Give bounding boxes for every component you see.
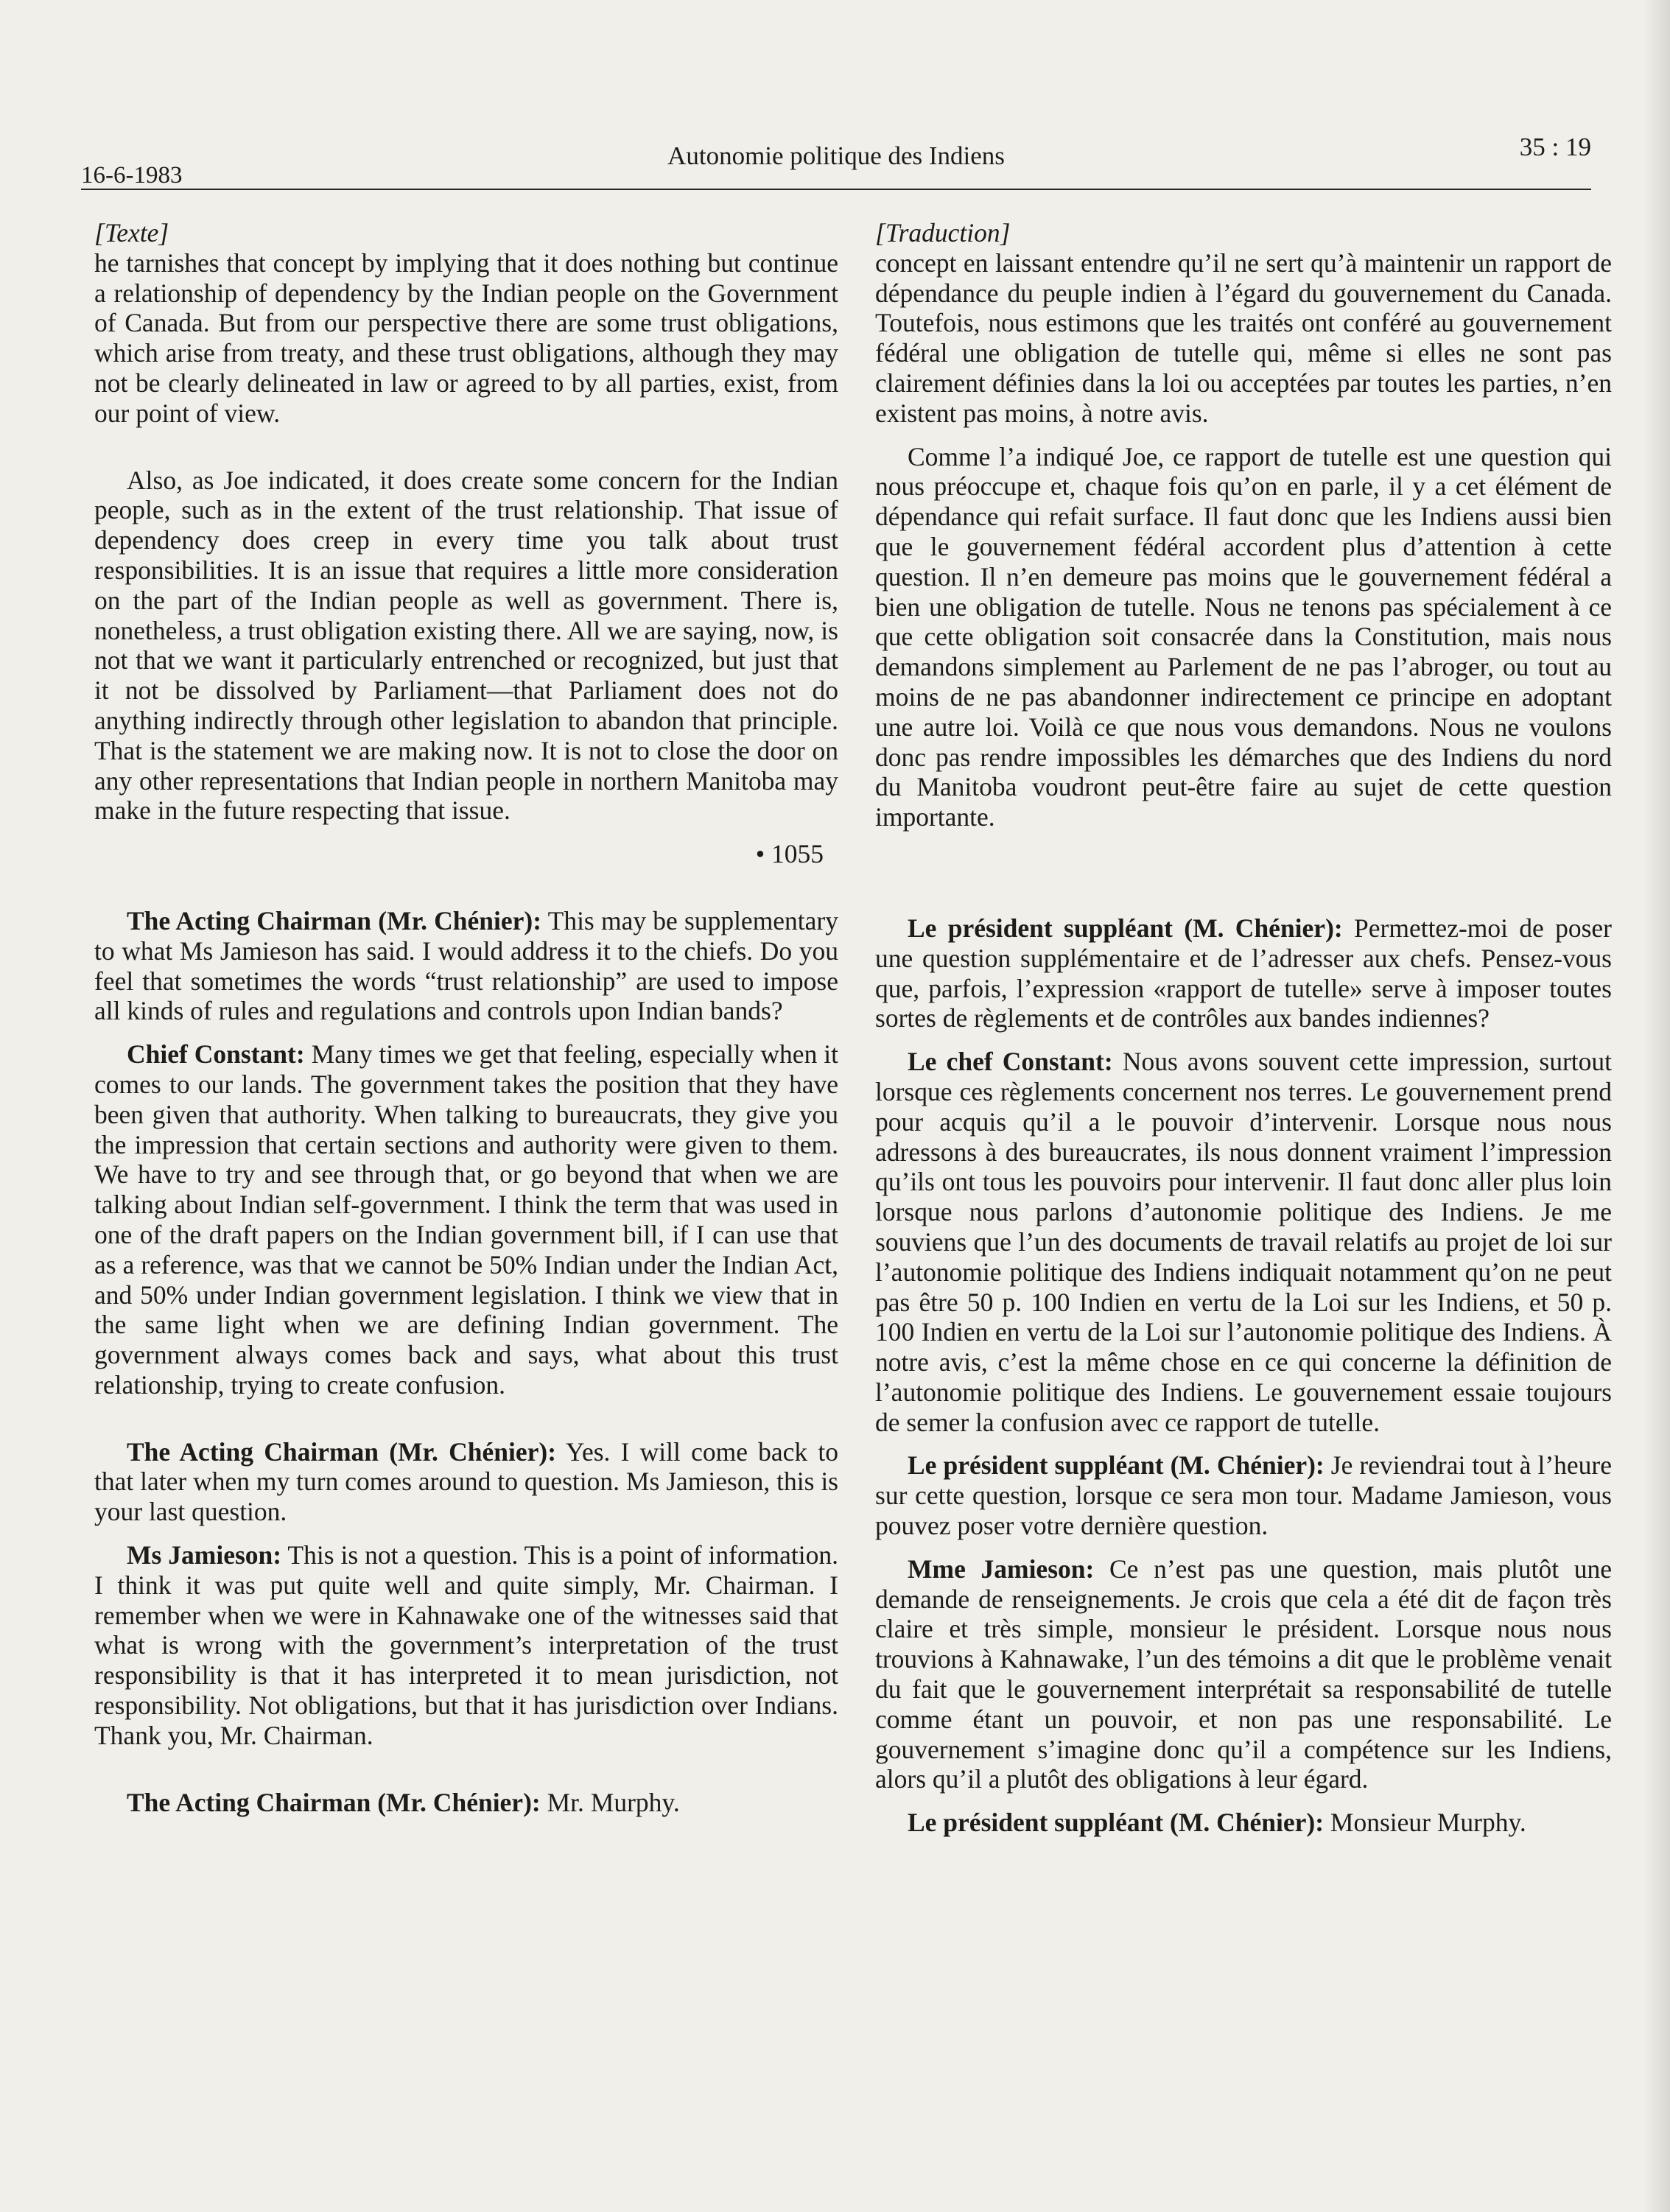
speech-text: Yes. I will come back to that later when my turn comes around to question. Ms Jamieson, this is your last question. [94,1436,838,1527]
time-marker: • 1055 [755,839,824,869]
speaker-name: Chief Constant: [127,1039,305,1070]
speech-text: This is not a question. This is a point of information. I think it was put quite well and quite simply, Mr. Chairman. I remember when we were in Kahnawake one of the witnesses said that what is wrong with the government’s interpretation of the trust responsibility is that it has interpreted it to mean jurisdiction, not responsibility. Not obligations, but that it has jurisdiction over Indians. Thank you, Mr. Chairman. [94,1540,838,1750]
header-date: 16-6-1983 [81,162,183,189]
speaker-name: Ms Jamieson: [127,1540,282,1570]
speech [94,1437,838,1527]
speech [94,1039,838,1400]
speech [94,906,838,1026]
header-rule [81,189,1591,190]
page-edge-shadow [1643,0,1670,2212]
header-title: Autonomie politique des Indiens [667,141,1005,170]
speech-text: This may be supplementary to what Ms Jamieson has said. I would address it to the chiefs. Do you feel that sometimes the words “trust relationship” are used to impose all kinds of rules and regulations and controls upon Indian bands? [94,905,838,1026]
speech-text: Monsieur Murphy. [1324,1808,1526,1838]
speaker-name: The Acting Chairman (Mr. Chénier): [127,905,542,935]
english-column [94,218,838,1830]
speech [875,1554,1612,1794]
column-tag-traduction: [Traduction] [875,218,1011,247]
speech-text: Many times we get that feeling, especially when it comes to our lands. The government takes the position that they have been given that authority. When talking to bureaucrats, they give you the impression that certain sections and authority were given to them. We have to try and see through that, or go beyond that when we are talking about Indian self-government. I think the term that was used in one of the draft papers on the Indian government bill, if I can use that as a reference, was that we cannot be 50% Indian under the Indian Act, and 50% under Indian government legislation. I think we view that in the same light when we are defining Indian government. The government always comes back and says, what about this trust relationship, trying to create confusion. [94,1039,838,1400]
speech-text: Ce n’est pas une question, mais plutôt une demande de renseignements. Je crois que cela a été dit de façon très claire et très simple, monsieur le président. Lorsque nous nous trouvions à Kahnawake, l’un des témoins a dit que le problème venait du fait que le gouvernement interprétait sa responsabilité de tutelle comme étant un pouvoir, et non pas une responsabilité. Le gouvernement s’imagine donc qu’il a compétence sur les Indiens, alors qu’il a plutôt des obligations à leur égard. [875,1553,1612,1794]
speaker-name: Le président suppléant (M. Chénier): [908,1808,1325,1838]
speech-text: Mr. Murphy. [540,1787,680,1817]
speech [94,1540,838,1751]
speech [94,1788,838,1818]
speech [875,1808,1612,1838]
speaker-name: Le chef Constant: [908,1047,1113,1077]
speech-text: Permettez-moi de poser une question supplémentaire et de l’adresser aux chefs. Pensez-vous que, parfois, l’expression «rapport de tutelle» serve à imposer toutes sortes de règlements et de contrôles aux bandes indiennes? [875,913,1612,1033]
paragraph: concept en laissant entendre qu’il ne sert qu’à maintenir un rapport de dépendance du peuple indien à l’égard du gouvernement du Canada. Toutefois, nous estimons que les traités ont conféré au gouvernement fédéral une obligation de tutelle qui, même si elles ne sont pas clairement définies dans la loi ou acceptées par toutes les parties, n’en existent pas moins, à notre avis. [875,247,1612,428]
paragraph: Also, as Joe indicated, it does create some concern for the Indian people, such as in the extent of the trust relationship. That issue of dependency does creep in every time you talk about trust responsibilities. It is an issue that requires a little more consideration on the part of the Indian people as well as government. There is, nonetheless, a trust obligation existing there. All we are saying, now, is not that we want it particularly entrenched or recognized, but just that it not be dissolved by Parliament—that Parliament does not do anything indirectly through other legislation to abandon that principle. That is the statement we are making now. It is not to close the door on any other representations that Indian people in northern Manitoba may make in the future respecting that issue. [94,465,838,826]
speaker-name: Le président suppléant (M. Chénier): [908,913,1343,943]
paragraph: Comme l’a indiqué Joe, ce rapport de tutelle est une question qui nous préoccupe et, chaque fois qu’on en parle, il y a cet élément de dépendance qui refait surface. Il faut donc que les Indiens aussi bien que le gouvernement fédéral accordent plus d’attention à cette question. Il n’en demeure pas moins que le gouvernement fédéral a bien une obligation de tutelle. Nous ne tenons pas spécialement à ce que cette obligation soit consacrée dans la Constitution, mais nous demandons simplement au Parlement de ne pas l’abroger, ou tout au moins de ne pas abandonner indirectement ce principe en adoptant une autre loi. Voilà ce que nous vous demandons. Nous ne voulons donc pas rendre impossibles les démarches que des Indiens du nord du Manitoba voudront peut-être faire au sujet de cette question importante. [875,441,1612,832]
speaker-name: The Acting Chairman (Mr. Chénier): [127,1436,557,1467]
speaker-name: Le président suppléant (M. Chénier): [908,1450,1325,1481]
speech [875,1047,1612,1437]
speaker-name: The Acting Chairman (Mr. Chénier): [127,1787,541,1817]
page-header [81,133,1591,192]
speech [875,1450,1612,1540]
speech-text: Je reviendrai tout à l’heure sur cette question, lorsque ce sera mon tour. Madame Jamieson, vous pouvez poser votre dernière question. [875,1450,1612,1541]
speech [875,913,1612,1033]
column-tag-texte: [Texte] [94,218,169,247]
speaker-name: Mme Jamieson: [908,1553,1095,1584]
header-page-number: 35 : 19 [1519,133,1591,161]
french-column [875,218,1612,1851]
speech-text: Nous avons souvent cette impression, surtout lorsque ces règlements concernent nos terres. Le gouvernement prend pour acquis qu’il a le pouvoir d’intervenir. Lorsque nous nous adressons à des bureaucrates, ils nous donnent vraiment l’impression qu’ils ont tous les pouvoirs pour intervenir. Il faut donc aller plus loin lorsque nous parlons d’autonomie politique des Indiens. Je me souviens que l’un des documents de travail relatifs au projet de loi sur l’autonomie politique des Indiens indiquait notamment qu’on ne peut pas être 50 p. 100 Indien en vertu de la Loi sur les Indiens, et 50 p. 100 Indien en vertu de la Loi sur l’autonomie politique des Indiens. À notre avis, c’est la même chose en ce qui concerne la définition de l’autonomie politique des Indiens. Le gouvernement essaie toujours de semer la confusion avec ce rapport de tutelle. [875,1047,1612,1437]
paragraph: he tarnishes that concept by implying that it does nothing but continue a relationship of dependency by the Indian people on the Government of Canada. But from our perspective there are some trust obligations, which arise from treaty, and these trust obligations, although they may not be clearly delineated in law or agreed to by all parties, exist, from our point of view. [94,247,838,428]
